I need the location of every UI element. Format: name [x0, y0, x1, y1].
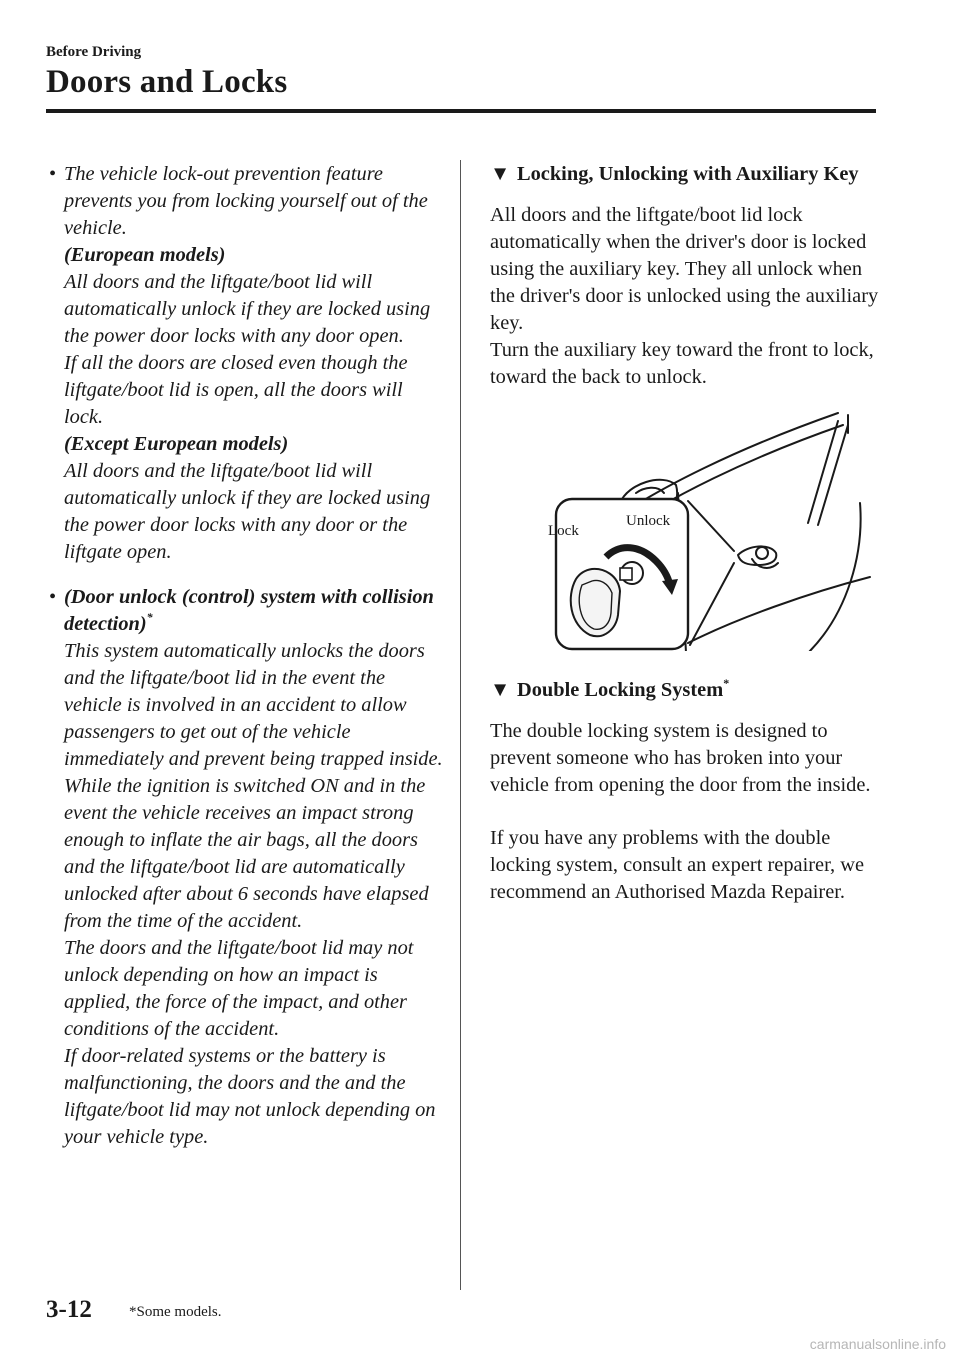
aux-key-illustration	[508, 403, 878, 651]
triangle-marker-icon: ▼	[490, 163, 511, 185]
collision-unlock-text-3: If door-related systems or the battery is malfunctioning, the doors and the and the liftgate/boot lid may not unlock depending on your vehicle type.	[64, 1045, 436, 1148]
aux-key-text: All doors and the liftgate/boot lid lock automatically when the driver's door is locked using the auxiliary key. They all unlock when the driver's door is unlocked using the auxiliary key.	[490, 204, 879, 334]
bullet-dot: •	[49, 586, 57, 608]
except-european-text: All doors and the liftgate/boot lid will automatically unlock if they are locked using the power door locks with any door or the liftgate open.	[64, 460, 431, 563]
european-models-text: All doors and the liftgate/boot lid will automatically unlock if they are locked using the power door locks with any door open.	[64, 271, 431, 347]
double-locking-text: The double locking system is designed to prevent someone who has broken into your vehicle from opening the door from the inside.	[490, 720, 871, 796]
double-locking-text-2: If you have any problems with the double locking system, consult an expert repairer, we recommend an Authorised Mazda Repairer.	[490, 827, 865, 903]
collision-unlock-text-2: The doors and the liftgate/boot lid may not unlock depending on how an impact is applied, the force of the impact, and other conditions of the accident.	[64, 937, 414, 1040]
aux-key-text-2: Turn the auxiliary key toward the front to lock, toward the back to unlock.	[490, 339, 874, 388]
collision-unlock-heading: (Door unlock (control) system with collision detection)*	[64, 586, 434, 635]
page-number: 3-12	[46, 1296, 92, 1323]
some-models-asterisk: *	[146, 610, 153, 624]
except-european-heading: (Except European models)	[64, 433, 289, 455]
bullet-lockout-prevention	[46, 161, 446, 566]
triangle-marker-icon: ▼	[490, 679, 511, 701]
some-models-asterisk: *	[723, 676, 730, 690]
column-divider	[460, 160, 461, 1290]
collision-unlock-text: This system automatically unlocks the doors and the liftgate/boot lid in the event the vehicle is involved in an accident to allow passengers to get out of the vehicle immediately and prevent being trapped inside. While the ignition is switched ON and in the event the vehicle receives an impact strong enough to inflate the air bags, all the doors and the liftgate/boot lid are automatically unlocked after about 6 seconds have elapsed from the time of the accident.	[64, 640, 443, 932]
left-column	[46, 161, 446, 1151]
bullet-collision-unlock	[46, 584, 446, 1151]
lock-label: Lock	[548, 523, 579, 539]
aux-key-heading: ▼ Locking, Unlocking with Auxiliary Key	[490, 161, 880, 188]
european-models-heading: (European models)	[64, 244, 226, 266]
page-title: Doors and Locks	[46, 64, 288, 100]
double-locking-heading: ▼ Double Locking System*	[490, 677, 880, 704]
footnote: *Some models.	[129, 1304, 222, 1320]
section-label: Before Driving	[46, 44, 142, 60]
watermark: carmanualsonline.info	[809, 1336, 946, 1352]
right-column	[490, 161, 880, 906]
unlock-label: Unlock	[626, 513, 671, 529]
european-models-text-2: If all the doors are closed even though the liftgate/boot lid is open, all the doors will lock.	[64, 352, 408, 428]
header-rule	[46, 109, 876, 113]
lockout-intro: The vehicle lock-out prevention feature prevents you from locking yourself out of the vehicle.	[64, 163, 428, 239]
bullet-dot: •	[49, 163, 57, 185]
